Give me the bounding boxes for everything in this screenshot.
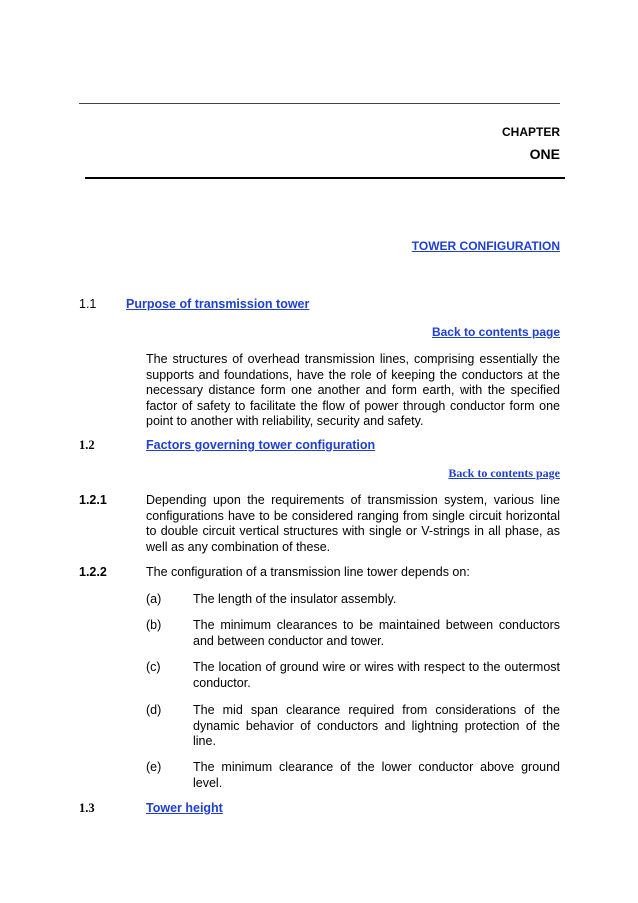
section-number-1-2: 1.2: [79, 438, 95, 452]
section-title-1-2[interactable]: Factors governing tower configuration: [146, 438, 376, 452]
list-item-label: (d): [146, 703, 162, 717]
section-number-1-2-1: 1.2.1: [79, 493, 107, 507]
back-to-contents-link-1-1[interactable]: Back to contents page: [431, 325, 560, 339]
list-item-text: The mid span clearance required from considerations of the dynamic behavior of conductors and lightning protection of the line.: [193, 703, 560, 748]
list-item-label: (e): [146, 760, 162, 774]
section-body-1-1: The structures of overhead transmission lines, comprising essentially the supports and foundations, have the role of keeping the conductors at the necessary distance form one another and form earth, with the specified factor of safety to facilitate the flow of power through conductor form one point to another with reliability, security and safety.: [146, 352, 560, 428]
list-item-label: (c): [146, 660, 161, 674]
section-number-1-1: 1.1: [79, 297, 97, 311]
list-item-label: (b): [146, 618, 162, 632]
list-item-text: The location of ground wire or wires with respect to the outermost conductor.: [193, 660, 560, 690]
chapter-label: CHAPTER: [501, 125, 560, 139]
chapter-number: ONE: [529, 146, 560, 162]
list-item-label: (a): [146, 592, 162, 606]
section-title-1-3[interactable]: Tower height: [146, 801, 223, 815]
section-number-1-3: 1.3: [79, 801, 95, 815]
section-title-link[interactable]: TOWER CONFIGURATION: [411, 239, 560, 253]
section-title-1-1[interactable]: Purpose of transmission tower: [126, 297, 310, 311]
section-number-1-2-2: 1.2.2: [79, 565, 107, 579]
list-item-text: The minimum clearance of the lower conductor above ground level.: [193, 760, 560, 790]
chapter-rule: [85, 177, 565, 179]
section-intro-1-2-2: The configuration of a transmission line tower depends on:: [146, 565, 470, 579]
list-item-text: The length of the insulator assembly.: [193, 592, 397, 606]
list-item-text: The minimum clearances to be maintained between conductors and between conductor and tower.: [193, 618, 560, 648]
top-rule: [79, 103, 560, 104]
back-to-contents-link-1-2[interactable]: Back to contents page: [448, 466, 560, 480]
section-body-1-2-1: Depending upon the requirements of transmission system, various line configurations have to be considered ranging from single circuit horizontal to double circuit vertical structures with single or V-strings in all phase, as well as any combination of these.: [146, 493, 560, 554]
